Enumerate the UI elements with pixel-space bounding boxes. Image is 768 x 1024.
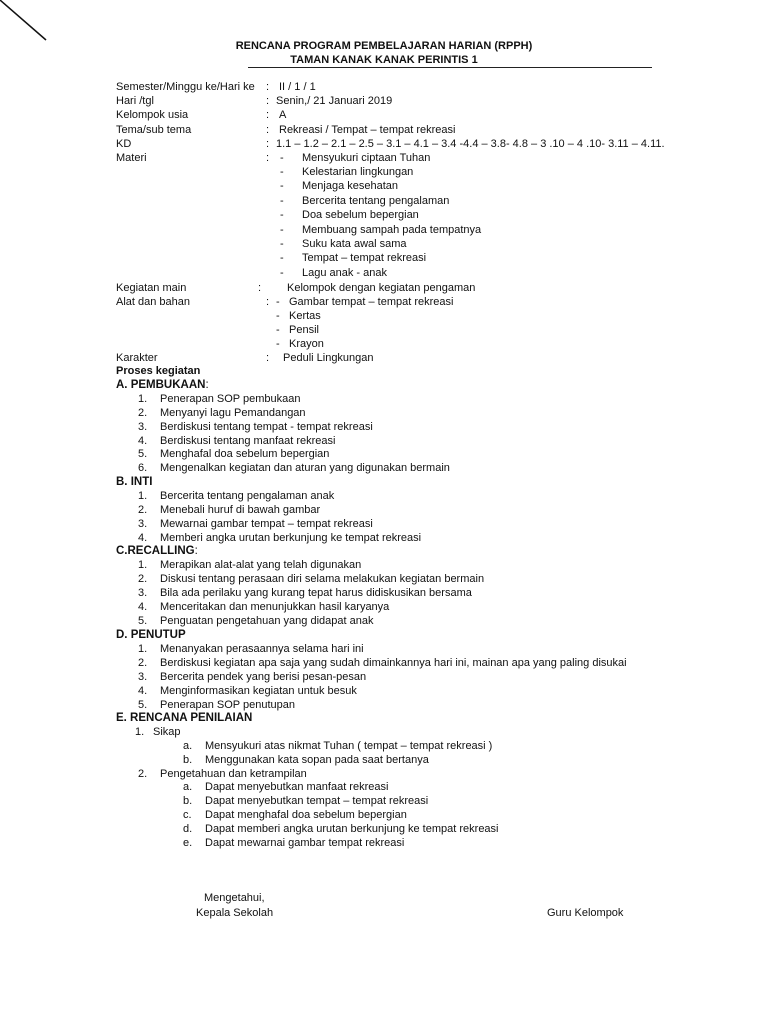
semester-label: Semester/Minggu ke/Hari ke	[116, 81, 255, 93]
mengetahui-text: Mengetahui,	[204, 892, 265, 904]
list-item: 4. Menceritakan dan menunjukkan hasil karyanya	[138, 601, 390, 613]
materi-item: - Bercerita tentang pengalaman	[280, 195, 450, 207]
assessment-pengetahuan: 2. Pengetahuan dan ketrampilan	[138, 768, 307, 780]
kegiatan-label: Kegiatan main	[116, 282, 187, 294]
section-c-suffix: :	[194, 545, 198, 557]
section-c-heading	[116, 544, 198, 558]
dash-marker: -	[276, 338, 280, 350]
list-item: 3. Bila ada perilaku yang kurang tepat harus didiskusikan bersama	[138, 587, 472, 599]
dash-marker: -	[280, 238, 284, 250]
kelompok-colon: :	[266, 109, 270, 121]
kegiatan-row	[116, 281, 716, 295]
materi-colon: :	[266, 152, 270, 164]
kelompok-label: Kelompok usia	[116, 109, 189, 121]
materi-label: Materi	[116, 152, 147, 164]
list-item: a. Mensyukuri atas nikmat Tuhan ( tempat – tempat rekreasi )	[183, 740, 493, 752]
alat-item: - Krayon	[276, 338, 324, 350]
kd-colon: :	[266, 138, 270, 150]
materi-item: - Menjaga kesehatan	[280, 180, 399, 192]
karakter-colon: :	[266, 352, 270, 364]
kd-value: 1.1 – 1.2 – 2.1 – 2.5 – 3.1 – 4.1 – 3.4 -4.4 – 3.8- 4.8 – 3 .10 – 4 .10- 3.11 – 4.11.	[276, 138, 665, 150]
dash-marker: -	[276, 324, 280, 336]
dash-marker: -	[276, 296, 280, 308]
section-c-title: C.RECALLING	[116, 545, 195, 557]
list-item: b. Menggunakan kata sopan pada saat bertanya	[183, 754, 429, 766]
document-title: RENCANA PROGRAM PEMBELAJARAN HARIAN (RPPH)	[235, 40, 533, 52]
kelompok-row	[116, 108, 716, 122]
list-item: 2. Berdiskusi kegiatan apa saja yang sudah dimainkannya hari ini, mainan apa yang paling disukai	[138, 657, 627, 669]
materi-item: - Kelestarian lingkungan	[280, 166, 414, 178]
semester-value: II / 1 / 1	[279, 81, 316, 93]
kelompok-value: A	[279, 109, 287, 121]
hari-value: Senin,/ 21 Januari 2019	[276, 95, 393, 107]
guru-kelompok-label: Guru Kelompok	[547, 907, 624, 919]
kd-label: KD	[116, 138, 132, 150]
list-item: a. Dapat menyebutkan manfaat rekreasi	[183, 781, 389, 793]
list-item: e. Dapat mewarnai gambar tempat rekreasi	[183, 837, 405, 849]
kepala-sekolah-label: Kepala Sekolah	[196, 907, 274, 919]
list-item: 1. Bercerita tentang pengalaman anak	[138, 490, 335, 502]
school-name: TAMAN KANAK KANAK PERINTIS 1	[290, 54, 478, 66]
list-item: 4. Memberi angka urutan berkunjung ke tempat rekreasi	[138, 532, 422, 544]
materi-item: - Lagu anak - anak	[280, 267, 388, 279]
karakter-row	[116, 351, 716, 365]
list-item: 3. Mewarnai gambar tempat – tempat rekreasi	[138, 518, 373, 530]
dash-marker: -	[280, 224, 284, 236]
list-item: 4. Berdiskusi tentang manfaat rekreasi	[138, 435, 336, 447]
dash-marker: -	[280, 152, 284, 164]
kd-row	[116, 137, 756, 151]
hari-label: Hari /tgl	[116, 95, 154, 107]
materi-item: - Suku kata awal sama	[280, 238, 407, 250]
title-underline	[248, 67, 652, 68]
list-item: 1. Merapikan alat-alat yang telah digunakan	[138, 559, 362, 571]
section-d-title: D. PENUTUP	[116, 629, 186, 641]
list-item: 2. Menebali huruf di bawah gambar	[138, 504, 321, 516]
list-item: 5. Menghafal doa sebelum bepergian	[138, 448, 330, 460]
alat-label: Alat dan bahan	[116, 296, 191, 308]
section-a-suffix: :	[205, 379, 209, 391]
tema-value: Rekreasi / Tempat – tempat rekreasi	[279, 124, 456, 136]
tema-colon: :	[266, 124, 270, 136]
tema-label: Tema/sub tema	[116, 124, 192, 136]
list-item: 6. Mengenalkan kegiatan dan aturan yang digunakan bermain	[138, 462, 450, 474]
section-b-title: B. INTI	[116, 476, 153, 488]
materi-item: - Doa sebelum bepergian	[280, 209, 419, 221]
materi-item: - Mensyukuri ciptaan Tuhan	[280, 152, 431, 164]
list-item: 4. Menginformasikan kegiatan untuk besuk	[138, 685, 357, 697]
tema-row	[116, 123, 716, 137]
list-item: 5. Penguatan pengetahuan yang didapat anak	[138, 615, 374, 627]
dash-marker: -	[280, 252, 284, 264]
dash-marker: -	[280, 209, 284, 221]
materi-item: - Membuang sampah pada tempatnya	[280, 224, 482, 236]
dash-marker: -	[280, 195, 284, 207]
list-item: 1. Menanyakan perasaannya selama hari ini	[138, 643, 364, 655]
karakter-label: Karakter	[116, 352, 158, 364]
materi-item: - Tempat – tempat rekreasi	[280, 252, 427, 264]
list-item: 5. Penerapan SOP penutupan	[138, 699, 295, 711]
semester-row	[116, 80, 716, 94]
kegiatan-colon: :	[258, 282, 262, 294]
dash-marker: -	[280, 166, 284, 178]
alat-item: - Kertas	[276, 310, 321, 322]
list-item: 2. Diskusi tentang perasaan diri selama melakukan kegiatan bermain	[138, 573, 485, 585]
proses-title: Proses kegiatan	[116, 365, 201, 377]
dash-marker: -	[276, 310, 280, 322]
list-item: d. Dapat memberi angka urutan berkunjung ke tempat rekreasi	[183, 823, 499, 835]
section-a-title: A. PEMBUKAAN	[116, 379, 206, 391]
list-item: b. Dapat menyebutkan tempat – tempat rekreasi	[183, 795, 429, 807]
semester-colon: :	[266, 81, 270, 93]
list-item: 1. Penerapan SOP pembukaan	[138, 393, 301, 405]
hari-row	[116, 94, 716, 108]
section-a-heading	[116, 378, 209, 392]
alat-colon: :	[266, 296, 270, 308]
hari-colon: :	[266, 95, 270, 107]
dash-marker: -	[280, 267, 284, 279]
alat-item: - Pensil	[276, 324, 319, 336]
list-item: 3. Bercerita pendek yang berisi pesan-pesan	[138, 671, 367, 683]
karakter-value: Peduli Lingkungan	[283, 352, 374, 364]
assessment-sikap: 1. Sikap	[135, 726, 181, 738]
section-e-title: E. RENCANA PENILAIAN	[116, 712, 253, 724]
list-item: c. Dapat menghafal doa sebelum bepergian	[183, 809, 407, 821]
dash-marker: -	[280, 180, 284, 192]
list-item: 3. Berdiskusi tentang tempat - tempat rekreasi	[138, 421, 373, 433]
kegiatan-value: Kelompok dengan kegiatan pengaman	[287, 282, 476, 294]
list-item: 2. Menyanyi lagu Pemandangan	[138, 407, 306, 419]
alat-item: - Gambar tempat – tempat rekreasi	[276, 296, 454, 308]
